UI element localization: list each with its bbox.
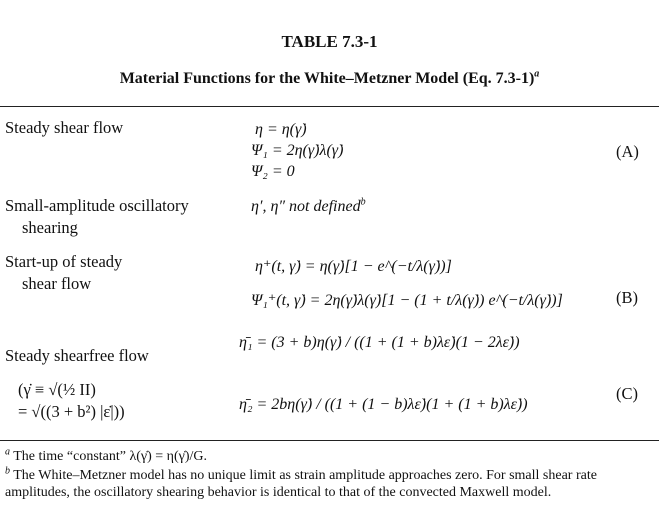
footnote-a	[5, 448, 207, 465]
table-title	[0, 70, 659, 88]
footnote-mark-b: b	[360, 196, 366, 208]
bottom-rule	[0, 440, 659, 441]
equation-tag: (B)	[616, 288, 638, 307]
equation-text: η̄₂ = 2bη(γ̇) / ((1 + (1 − b)λε̇)(1 + (1 + b)λε̇))	[239, 396, 528, 413]
equation-tag: (A)	[616, 142, 639, 161]
footnote-mark: a	[5, 446, 10, 458]
row-label-continued: = √((3 + b²) |ε̇|))	[18, 402, 125, 421]
equation-text: Ψ₁ = 2η(γ̇)λ(γ̇)	[251, 142, 344, 159]
row-label: Start-up of steady	[5, 252, 123, 271]
equation-text: η⁺(t, γ̇) = η(γ̇)[1 − e^(−t/λ(γ̇))]	[255, 258, 452, 275]
equation-text: η = η(γ̇)	[255, 121, 307, 138]
equation-eta-bar-1	[239, 334, 520, 352]
row-label: Small-amplitude oscillatory	[5, 196, 189, 215]
row-label-continued: shear flow	[22, 274, 92, 293]
equation-tag: (C)	[616, 384, 638, 403]
footnote-text: The White–Metzner model has no unique limit as strain amplitude approaches zero. For small shear rate amplitudes, the oscillatory shearing behavior is identical to that of the convected Maxwell model.	[5, 468, 597, 500]
table-number: TABLE 7.3-1	[281, 32, 378, 51]
equation-psi2	[251, 163, 295, 181]
row-label: Steady shear flow	[5, 118, 124, 137]
footnote-b	[5, 467, 655, 501]
footnote-mark: b	[5, 465, 10, 477]
equation-eta-bar-2	[239, 396, 528, 414]
row-label: Steady shearfree flow	[5, 346, 149, 365]
row-label-continued: shearing	[22, 218, 78, 237]
row-label-continued: (γ̇ ≡ √(½ II)	[18, 380, 96, 399]
table-title-footnote-mark: a	[534, 68, 540, 80]
equation-psi1	[251, 142, 343, 160]
equation-text: Ψ₁⁺(t, γ̇) = 2η(γ̇)λ(γ̇)[1 − (1 + t/λ(γ̇)) e^(−t/λ(γ̇))]	[251, 292, 563, 309]
equation-not-defined	[251, 198, 366, 216]
footnote-text: The time “constant” λ(γ̇) = η(γ̇)/G.	[13, 449, 208, 464]
equation-psi1-plus	[251, 290, 563, 310]
equation-eta-plus	[255, 256, 452, 276]
equation-text: Ψ₂ = 0	[251, 163, 295, 180]
top-rule	[0, 106, 659, 107]
table-title-text: Material Functions for the White–Metzner Model (Eq. 7.3-1)	[119, 70, 535, 87]
equation-eta	[255, 121, 307, 139]
equation-text: η̄₁ = (3 + b)η(γ̇) / ((1 + (1 + b)λε̇)(1 − 2λε̇))	[239, 334, 520, 351]
equation-text: η′, η″ not defined	[251, 198, 361, 215]
